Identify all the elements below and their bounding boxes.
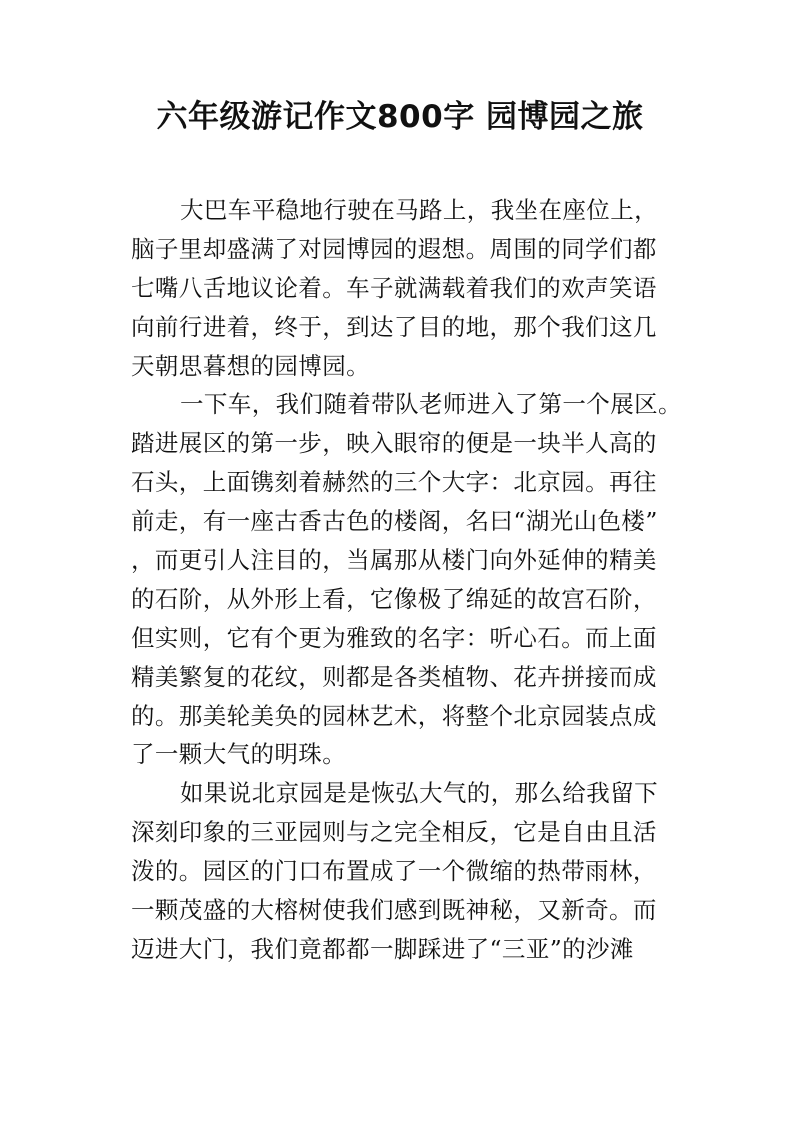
paragraph-line: 前走，有一座古香古色的楼阁，名曰“湖光山色楼” bbox=[131, 507, 658, 536]
paragraph-line: 深刻印象的三亚园则与之完全相反，它是自由且活 bbox=[131, 818, 657, 847]
paragraph-line: 向前行进着，终于，到达了目的地，那个我们这几 bbox=[131, 312, 657, 341]
paragraph-line: 脑子里却盛满了对园博园的遐想。周围的同学们都 bbox=[131, 234, 657, 263]
paragraph-line: 泼的。园区的门口布置成了一个微缩的热带雨林， bbox=[131, 857, 657, 886]
paragraph-line: 的。那美轮美奂的园林艺术，将整个北京园装点成 bbox=[131, 701, 657, 730]
paragraph-line: 精美繁复的花纹，则都是各类植物、花卉拼接而成 bbox=[131, 662, 657, 691]
paragraph-line: 天朝思暮想的园博园。 bbox=[131, 351, 370, 380]
paragraph-line: ，而更引人注目的，当属那从楼门向外延伸的精美 bbox=[131, 546, 657, 575]
paragraph-line: 踏进展区的第一步，映入眼帘的便是一块半人高的 bbox=[131, 429, 657, 458]
paragraph-line: 石头，上面镌刻着赫然的三个大字：北京园。再往 bbox=[131, 468, 657, 497]
document-body bbox=[131, 191, 682, 969]
paragraph-line: 七嘴八舌地议论着。车子就满载着我们的欢声笑语 bbox=[131, 273, 657, 302]
paragraph-first-line: 如果说北京园是是恢弘大气的，那么给我留下 bbox=[180, 779, 658, 808]
paragraph-line: 但实则，它有个更为雅致的名字：听心石。而上面 bbox=[131, 623, 657, 652]
paragraph-first-line: 一下车，我们随着带队老师进入了第一个展区。 bbox=[180, 390, 682, 419]
paragraph-line: 的石阶，从外形上看，它像极了绵延的故宫石阶， bbox=[131, 584, 657, 613]
paragraph-first-line: 大巴车平稳地行驶在马路上，我坐在座位上， bbox=[180, 196, 658, 224]
paragraph-line: 了一颗大气的明珠。 bbox=[131, 740, 347, 769]
paragraph-line: 一颗茂盛的大榕树使我们感到既神秘，又新奇。而 bbox=[131, 896, 657, 925]
document-title: 六年级游记作文800字 园博园之旅 bbox=[156, 99, 644, 135]
paragraph-line: 迈进大门，我们竟都都一脚踩进了“三亚”的沙滩 bbox=[131, 934, 634, 963]
